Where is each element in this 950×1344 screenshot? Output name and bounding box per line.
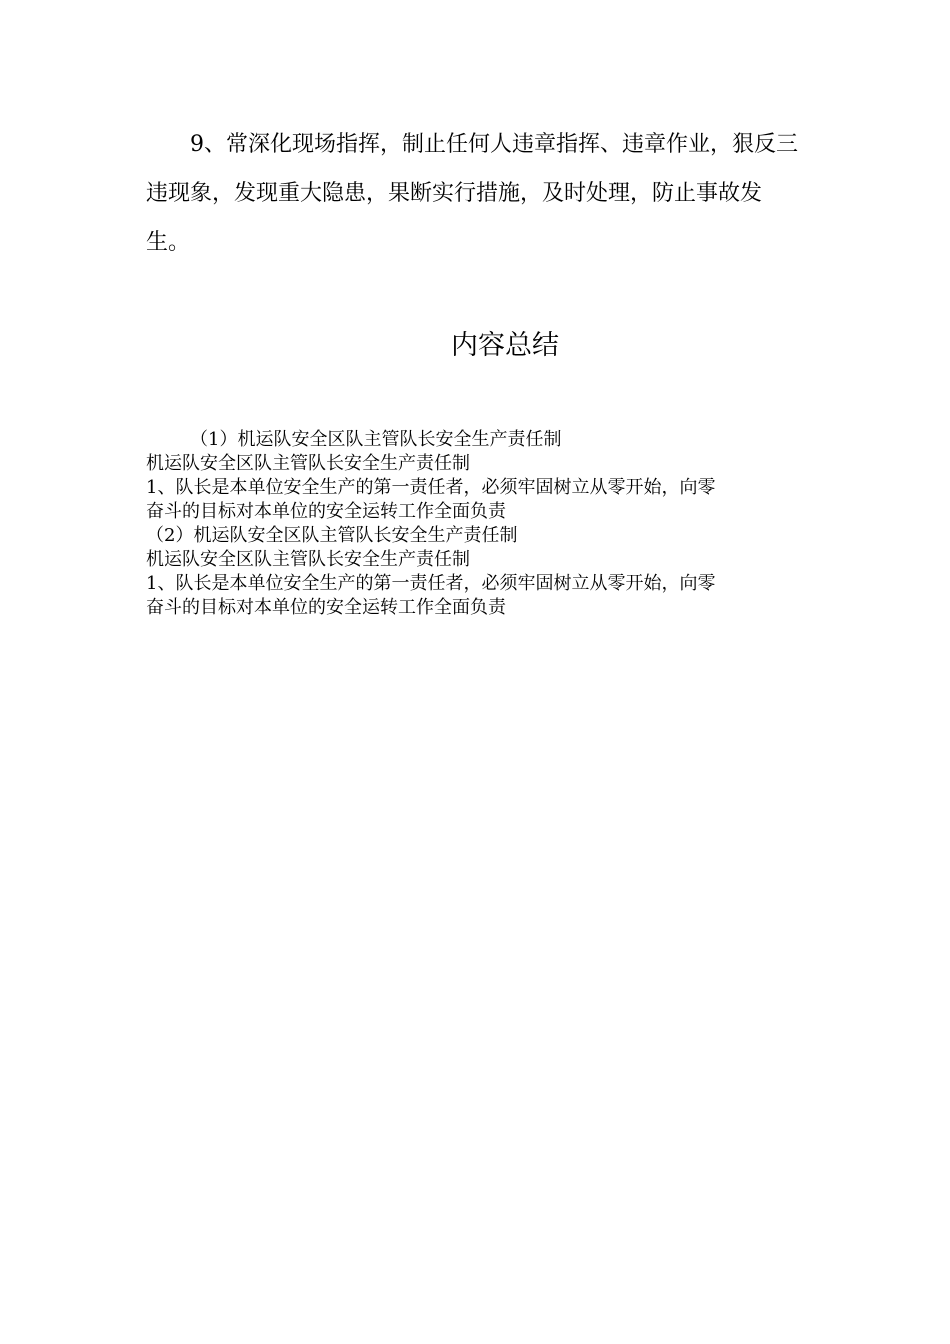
- paragraph-line: 生。: [146, 230, 191, 255]
- summary-line: （1）机运队安全区队主管队长安全生产责任制: [190, 429, 562, 450]
- paragraph-line: 违现象，发现重大隐患，果断实行措施，及时处理，防止事故发: [146, 181, 763, 206]
- paragraph-9: [146, 120, 806, 267]
- summary-title: 内容总结: [451, 330, 559, 361]
- summary-line: 奋斗的目标对本单位的安全运转工作全面负责: [146, 597, 506, 618]
- summary-line: 1、队长是本单位安全生产的第一责任者，必须牢固树立从零开始，向零: [146, 477, 716, 498]
- summary-line: 机运队安全区队主管队长安全生产责任制: [146, 453, 470, 474]
- paragraph-line: 9、常深化现场指挥，制止任何人违章指挥、违章作业，狠反三: [190, 132, 798, 157]
- summary-body: [146, 428, 826, 620]
- summary-line: 奋斗的目标对本单位的安全运转工作全面负责: [146, 501, 506, 522]
- summary-line: 机运队安全区队主管队长安全生产责任制: [146, 549, 470, 570]
- summary-line: （2）机运队安全区队主管队长安全生产责任制: [146, 525, 518, 546]
- summary-line: 1、队长是本单位安全生产的第一责任者，必须牢固树立从零开始，向零: [146, 573, 716, 594]
